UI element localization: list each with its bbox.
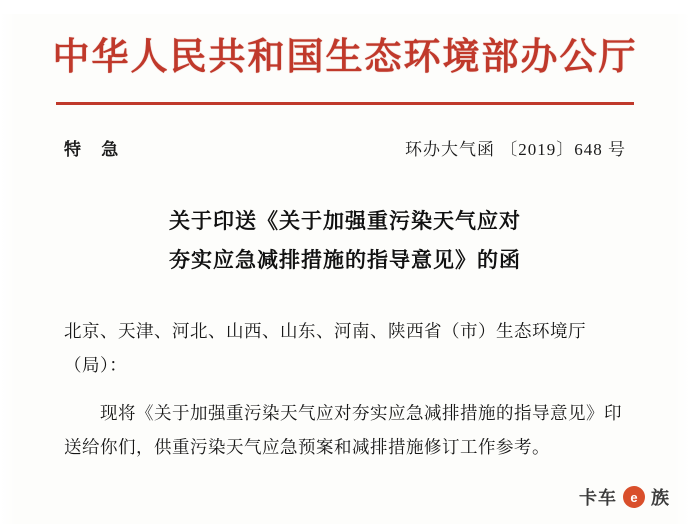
header-divider-rule: [56, 102, 634, 105]
watermark-badge-icon: e: [623, 486, 645, 508]
recipient-line: 北京、天津、河北、山西、山东、河南、陕西省（市）生态环境厅（局）：: [64, 320, 586, 375]
watermark-text-right: 族: [651, 488, 670, 508]
watermark-logo: [571, 480, 678, 514]
page-left-edge: [0, 0, 16, 524]
page-top-edge: [0, 0, 690, 14]
subject-line-1: 关于印送《关于加强重污染天气应对: [169, 209, 521, 233]
subject-line-2: 夯实应急减排措施的指导意见》的函: [169, 247, 521, 272]
document-meta-row: [64, 135, 626, 160]
page-right-edge: [674, 0, 690, 524]
urgency-label: 特 急: [64, 140, 127, 159]
watermark-text-left: 卡车: [579, 488, 617, 508]
document-number: 环办大气函 〔2019〕648 号: [405, 140, 626, 159]
body-paragraph-1: 现将《关于加强重污染天气应对夯实应急减排措施的指导意见》印送给你们，供重污染天气应急预案和减排措施修订工作参考。: [64, 402, 622, 458]
document-subject: [30, 202, 660, 280]
issuing-authority-title: 中华人民共和国生态环境部办公厅: [52, 37, 638, 78]
